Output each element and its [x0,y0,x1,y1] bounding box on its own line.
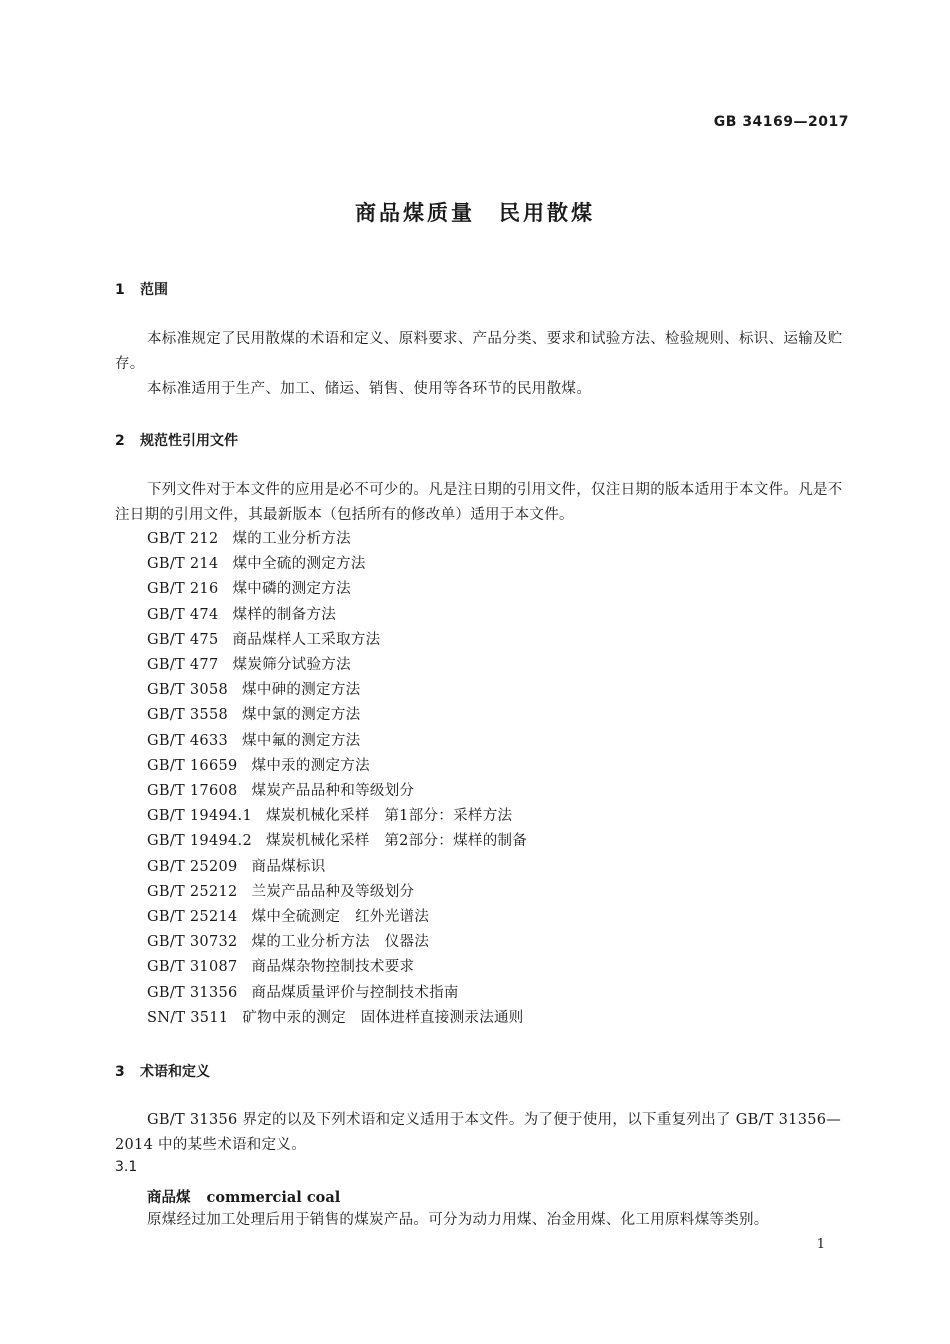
reference-item [147,678,527,703]
reference-code: GB/T 3058 [147,682,229,699]
section-3-paragraph-1: GB/T 31356 界定的以及下列术语和定义适用于本文件。为了便于使用，以下重复列出了 GB/T 31356—2014 中的某些术语和定义。 [115,1112,842,1153]
document-title: 商品煤质量 民用散煤 [355,201,595,225]
reference-code: GB/T 19494.1 [147,808,252,825]
section-2-heading [115,430,238,450]
reference-title: 煤中磷的测定方法 [232,581,351,598]
reference-item [147,855,527,880]
reference-title: 商品煤样人工采取方法 [232,631,381,648]
reference-code: GB/T 212 [147,531,219,547]
reference-title: 煤炭机械化采样 第1部分：采样方法 [265,808,513,825]
reference-item [147,880,527,905]
reference-code: GB/T 214 [147,556,219,573]
reference-item [147,577,527,602]
reference-title: 煤炭产品品种和等级划分 [251,783,415,800]
reference-title: 煤样的制备方法 [232,606,337,623]
reference-item [147,754,527,779]
reference-code: GB/T 216 [147,581,219,598]
section-title: 范围 [140,282,168,298]
section-title: 术语和定义 [140,1064,210,1080]
reference-title: 煤中汞的测定方法 [251,757,370,774]
reference-title: 煤中砷的测定方法 [242,682,361,699]
reference-code: GB/T 30732 [147,934,238,951]
reference-title: 煤炭机械化采样 第2部分：煤样的制备 [265,833,528,850]
reference-code: GB/T 31087 [147,959,238,976]
reference-item [147,955,527,980]
reference-title: 商品煤质量评价与控制技术指南 [251,984,459,1001]
reference-item [147,527,527,552]
term-english: commercial coal [206,1189,341,1206]
reference-code: GB/T 475 [147,631,219,648]
reference-item [147,779,527,804]
section-number: 1 [115,282,125,298]
page-number: 1 [816,1237,825,1252]
clause-number: 3.1 [115,1159,138,1175]
reference-code: GB/T 31356 [147,984,238,1001]
term-entry [147,1186,340,1207]
reference-item [147,603,527,628]
reference-title: 兰炭产品品种及等级划分 [251,883,415,900]
section-number: 2 [115,433,125,449]
section-1-heading [115,279,168,299]
reference-title: 煤中氟的测定方法 [242,732,361,749]
reference-item [147,829,527,854]
section-3-heading [115,1061,210,1081]
reference-title: 煤中全硫的测定方法 [232,556,366,573]
reference-code: GB/T 474 [147,606,219,623]
section-2-paragraph-1: 下列文件对于本文件的应用是必不可少的。凡是注日期的引用文件，仅注日期的版本适用于本文件。凡是不注日期的引用文件，其最新版本（包括所有的修改单）适用于本文件。 [115,482,843,523]
reference-title: 煤的工业分析方法 [232,531,351,547]
reference-item [147,628,527,653]
reference-code: GB/T 25212 [147,883,238,900]
reference-code: GB/T 25209 [147,858,238,875]
reference-item [147,1006,527,1031]
reference-code: GB/T 19494.2 [147,833,252,850]
reference-title: 商品煤杂物控制技术要求 [251,959,415,976]
section-title: 规范性引用文件 [140,433,238,449]
reference-item [147,729,527,754]
reference-item [147,703,527,728]
reference-code: SN/T 3511 [147,1009,229,1026]
reference-item [147,981,527,1006]
reference-title: 煤中全硫测定 红外光谱法 [251,909,430,926]
reference-title: 煤炭筛分试验方法 [232,657,351,674]
reference-item [147,905,527,930]
reference-code: GB/T 3558 [147,707,229,724]
reference-title: 矿物中汞的测定 固体进样直接测汞法通则 [242,1009,524,1026]
reference-code: GB/T 477 [147,657,219,674]
reference-code: GB/T 4633 [147,732,229,749]
section-1-paragraph-1: 本标准规定了民用散煤的术语和定义、原料要求、产品分类、要求和试验方法、检验规则、标识、运输及贮存。 [115,331,843,372]
reference-item [147,653,527,678]
reference-title: 商品煤标识 [251,858,326,875]
reference-title: 煤中氯的测定方法 [242,707,361,724]
reference-code: GB/T 25214 [147,909,238,926]
section-1-paragraph-2: 本标准适用于生产、加工、储运、销售、使用等各环节的民用散煤。 [147,381,591,397]
reference-code: GB/T 16659 [147,757,238,774]
reference-item [147,930,527,955]
standard-code: GB 34169—2017 [713,114,849,130]
reference-title: 煤的工业分析方法 仪器法 [251,934,430,951]
reference-item [147,552,527,577]
normative-references-list [147,527,527,1031]
reference-code: GB/T 17608 [147,783,238,800]
section-number: 3 [115,1064,125,1080]
term-chinese: 商品煤 [147,1190,191,1206]
reference-item [147,804,527,829]
term-definition: 原煤经过加工处理后用于销售的煤炭产品。可分为动力用煤、冶金用煤、化工用原料煤等类别。 [147,1212,769,1228]
